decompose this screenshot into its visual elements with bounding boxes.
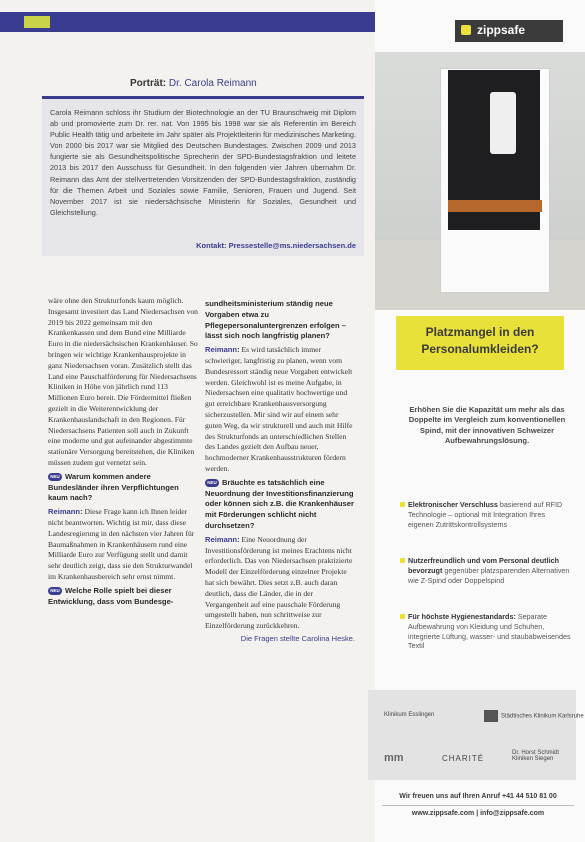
interview-column-left bbox=[48, 296, 198, 610]
ad-headline-banner bbox=[396, 316, 564, 370]
bullet-square-icon bbox=[400, 502, 405, 507]
ad-headline-line: Platzmangel in den bbox=[425, 325, 535, 339]
reference-logo: CHARITÉ bbox=[442, 754, 485, 763]
portrait-bio: Carola Reimann schloss ihr Studium der Biotechnologie an der TU Braunschweig mit Diplom ab und promovierte zum Dr. rer. nat. Von 1995 bis 1998 war sie als Referentin im Bereich Public Health tätig und arbeitete im Jahr später als Projektleiterin für medizinisches Marketing. Von 2000 bis 2017 war sie Mitglied des Deutschen Bundestages. Zwischen 2009 und 2013 fungierte sie als Gesundheitspolitische Sprecherin der SPD-Bundestagsfraktion und leitete 2013 bis 2017 den Ausschuss für Gesundheit. In den folgenden vier Jahren übernahm Dr. Reimann das Amt der stellvertretenden Vorsitzenden der SPD-Bundestagsfraktion, zuständig für die Themen Arbeit und Soziales sowie Familie, Senioren, Frauen und Jugend. Seit November 2017 ist sie niedersächsische Ministerin für Soziales, Gesundheit und Gleichstellung. bbox=[50, 108, 356, 217]
hanging-garment bbox=[490, 92, 516, 154]
portrait-contact: Kontakt: Pressestelle@ms.niedersachsen.de bbox=[196, 241, 356, 250]
reference-logo: Städtisches Klinikum Karlsruhe bbox=[484, 710, 584, 722]
ad-website: www.zippsafe.com | info@zippsafe.com bbox=[411, 810, 545, 817]
speaker-label: Reimann: bbox=[48, 507, 83, 517]
question-badge: NEU bbox=[48, 473, 62, 481]
reference-logo: mm bbox=[384, 752, 404, 764]
ad-phone: Wir freuen uns auf Ihren Anruf +41 44 510 81 00 bbox=[399, 793, 557, 800]
interview-answer: Reimann: Eine Neuordnung der Investitionsförderung ist meines Erachtens nicht erforderlich. Das von Niedersachsen praktizierte Modell der Einzelförderung einzelner Projekte hat sich bewährt. Dies setzt z.B. auch daran deutlich, dass die Länder, die in der Vergangenheit auf eine pauschale Förderung umgestellt haben, nun schrittweise zur Einzelförderung zurückkehren. bbox=[205, 534, 353, 631]
reference-logo: Dr. Horst Schmidt Kliniken Siegen bbox=[512, 750, 560, 762]
ad-feature: Elektronischer Verschluss basierend auf RFID Technologie – optional mit Integration Ihres eigenen Zutrittskontrollsystems bbox=[400, 500, 572, 529]
portrait-name: Dr. Carola Reimann bbox=[168, 78, 257, 89]
ad-feature: Nutzerfreundlich und vom Personal deutlich bevorzugt gegenüber platzsparenden Alternativen wie Z-Spind oder Doppelspind bbox=[400, 556, 572, 585]
question-badge: NEU bbox=[48, 587, 62, 595]
ad-headline-line: Personalumkleiden? bbox=[421, 342, 539, 356]
interview-answer: Reimann: Diese Frage kann ich Ihnen leider nicht beantworten. Wichtig ist mir, dass diese Landesregierung in den nächsten vier Jahren für Baumaßnahmen in Krankenhäusern rund eine Milliarde Euro zur Verfügung stellt und damit sehr deutlich zeigt, dass sie den Strukturwandel im Krankenhausbereich sehr ernst nimmt. bbox=[48, 507, 195, 581]
interview-question: NEU Bräuchte es tatsächlich eine Neuordnung der Investitionsfinanzierung oder können sich z.B. die Krankenhäuser mit Förderungen schlicht nicht durchsetzen? bbox=[205, 477, 354, 530]
portrait-prefix: Porträt: bbox=[130, 78, 167, 89]
interview-question-continued: sundheitsministerium ständig neue Vorgaben etwa zu Pflegepersonaluntergrenzen erfolgen – lässt sich noch langfristig planen? bbox=[205, 299, 346, 341]
interview-question: NEU Warum kommen andere Bundesländer ihren Verpflichtungen kaum nach? bbox=[48, 471, 179, 503]
interview-answer: Reimann: Es wird tatsächlich immer schwieriger, langfristig zu planen, wenn vom Bundesressort ständig neue Vorgaben entwickelt werden. Gleichwohl ist es meine Aufgabe, in Niedersachsen eine qualitativ hochwertige und gut erreichbare Krankenhausversorgung sicherzustellen. Mir sind wir auf einem sehr guten Weg, da wir strukturell und auch mit Hilfe des Strukturfonds an unterschiedlichen Stellen des Landes gezielt den Aufbau neuer, hochmoderner Krankenhausstrukturen fördern werden. bbox=[205, 345, 353, 473]
reference-logo: Klinikum Esslingen bbox=[384, 712, 435, 718]
interview-question: NEU Welche Rolle spielt bei dieser Entwicklung, dass vom Bundesge- bbox=[48, 585, 174, 606]
header-bar bbox=[0, 12, 375, 32]
locker-bench bbox=[448, 200, 542, 212]
speaker-label: Reimann: bbox=[205, 345, 240, 355]
question-badge: NEU bbox=[205, 479, 219, 487]
reference-logos bbox=[368, 690, 576, 780]
clinic-logo-icon bbox=[484, 710, 498, 722]
bullet-square-icon bbox=[400, 558, 405, 563]
interview-credit: Die Fragen stellte Carolina Heske. bbox=[240, 633, 355, 643]
bullet-square-icon bbox=[400, 614, 405, 619]
ad-feature: Für höchste Hygienestandards: Separate Aufbewahrung von Kleidung und Schuhen, integrierte Lüftung, wasser- und staubabweisendes Textil bbox=[400, 612, 572, 651]
interview-column-right bbox=[205, 296, 355, 645]
portrait-title bbox=[130, 78, 257, 89]
page-number-marker bbox=[24, 16, 50, 28]
interview-paragraph: wäre ohne den Strukturfonds kaum möglich. Insgesamt investiert das Land Niedersachsen von 2019 bis 2022 gemeinsam mit den Krankenkassen und dem Bund eine Milliarde Euro in die niedersächsischen Krankenhäuser. So bringen wir wichtige Krankenhausprojekte in ganz Niedersachsen voran. Zusätzlich stellt das Land eine Pauschalförderung für Niedersachsens Kliniken in Höhe von jährlich rund 113 Millionen Euro bereit. Die Fördermittel fließen gezielt in die Weiterentwicklung der Krankenhauslandschaft in den Regionen. Für Niedersachsens Patienten soll auch in Zukunft eine moderne und gut aufeinander abgestimmte stationäre Versorgung bereitstehen, die Kliniken müssen zudem gut vernetzt sein. bbox=[48, 296, 198, 467]
ad-intro-text: Erhöhen Sie die Kapazität um mehr als das Doppelte im Vergleich zum konventionellen Spind, mit der innovativen Schweizer Aufbewahrungslösung. bbox=[408, 405, 566, 446]
zippsafe-logo: zippsafe bbox=[455, 20, 563, 42]
portrait-box bbox=[42, 96, 364, 256]
speaker-label: Reimann: bbox=[205, 534, 240, 544]
footer-divider bbox=[382, 805, 574, 806]
zippsafe-logo-icon bbox=[461, 25, 471, 35]
